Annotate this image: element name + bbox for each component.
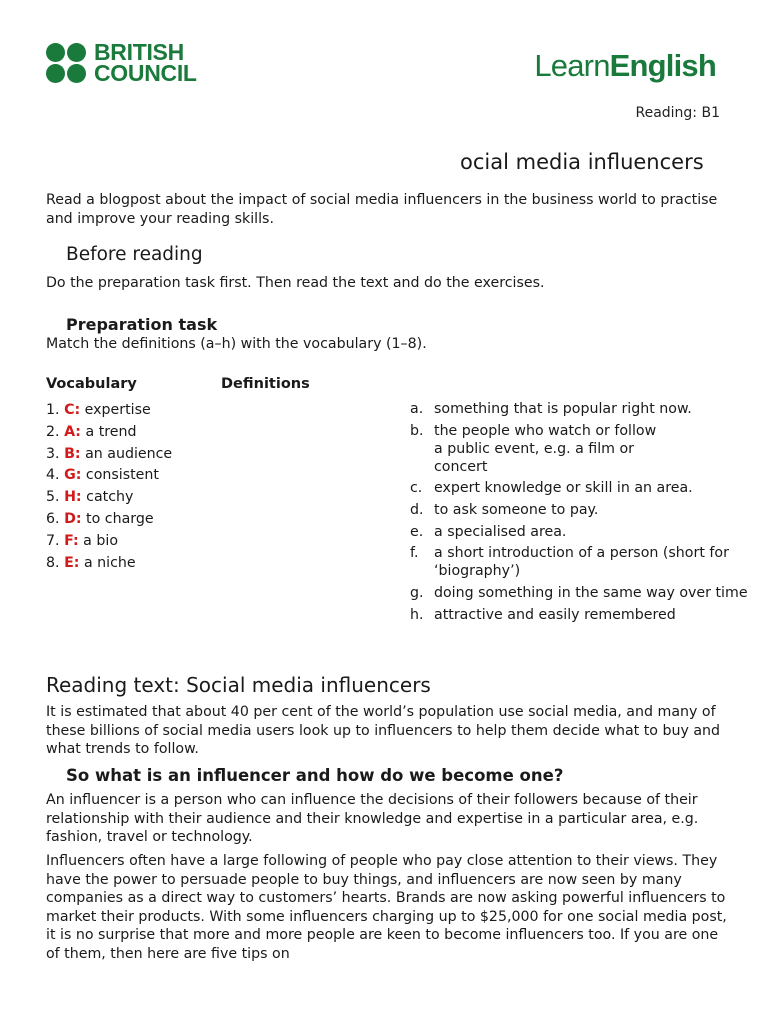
definition-item: a. something that is popular right now. (410, 401, 692, 417)
definition-item: c. expert knowledge or skill in an area. (410, 480, 693, 497)
definition-item: b. the people who watch or follow a public event, e.g. a film or concert (410, 422, 657, 475)
answer-label: H: (64, 489, 82, 506)
logo-line-1: BRITISH (94, 39, 184, 65)
definitions-list (410, 400, 750, 628)
reading-para-2: An influencer is a person who can influence the decisions of their followers because of their relationship with their audience and their knowledge and expertise in a particular area, e.g. fashion, travel or technology. (46, 792, 699, 845)
british-council-logo (46, 39, 197, 86)
level-label: Reading: B1 (635, 105, 720, 121)
page-title: ocial media influencers (460, 150, 704, 174)
definition-item: f. a short introduction of a person (short for ‘biography’) (410, 545, 729, 580)
before-reading-heading: Before reading (66, 244, 203, 265)
vocab-item: 1. C: expertise (46, 402, 151, 418)
learnenglish-logo (534, 48, 716, 84)
brand-bold: English (609, 48, 716, 83)
vocab-item: 2. A: a trend (46, 423, 137, 440)
reading-text-heading: Reading text: Social media influencers (46, 673, 431, 697)
answer-label: E: (64, 554, 80, 571)
answer-label: A: (64, 423, 81, 440)
definitions-header: Definitions (221, 376, 310, 392)
vocab-item: 5. H: catchy (46, 489, 134, 506)
vocab-item: 4. G: consistent (46, 467, 159, 484)
answer-label: F: (64, 532, 79, 549)
definition-item: d. to ask someone to pay. (410, 502, 599, 519)
answer-label: B: (64, 445, 81, 462)
answer-label: D: (64, 510, 82, 527)
answer-label: G: (64, 467, 82, 484)
reading-para-3: Influencers often have a large following of people who pay close attention to their views. They have the power to persuade people to buy things, and influencers are now seen by many companies as a direct way to customers’ hearts. Brands are now asking powerful influencers to market their products. With some influencers charging up to $25,000 for one social media post, it is no surprise that more and more people are keen to become influencers too. If you are one of them, then here are five tips on (46, 853, 727, 962)
logo-wordmark (94, 39, 197, 86)
intro-text: Read a blogpost about the impact of social media influencers in the business world to practise and improve your reading skills. (46, 192, 718, 227)
definition-item: h. attractive and easily remembered (410, 606, 676, 623)
prep-task-heading: Preparation task (66, 315, 218, 334)
vocabulary-list (46, 400, 172, 574)
reading-subheading: So what is an influencer and how do we become one? (66, 766, 564, 785)
definition-item: e. a specialised area. (410, 523, 567, 540)
prep-task-instruction: Match the definitions (a–h) with the vocabulary (1–8). (46, 336, 427, 352)
reading-para-1: It is estimated that about 40 per cent of the world’s population use social media, and many of these billions of social media users look up to influencers to help them decide what to buy and what trends to follow. (46, 704, 721, 757)
vocab-item: 8. E: a niche (46, 554, 136, 571)
vocabulary-header: Vocabulary (46, 376, 137, 392)
brand-light: Learn (534, 48, 610, 83)
vocab-item: 6. D: to charge (46, 510, 154, 527)
vocab-item: 7. F: a bio (46, 532, 119, 549)
logo-dots-icon (46, 43, 86, 83)
vocab-item: 3. B: an audience (46, 445, 173, 462)
logo-line-2: COUNCIL (94, 60, 197, 86)
before-reading-text: Do the preparation task first. Then read the text and do the exercises. (46, 275, 545, 291)
answer-label: C: (64, 402, 81, 418)
definition-item: g. doing something in the same way over time (410, 585, 748, 602)
